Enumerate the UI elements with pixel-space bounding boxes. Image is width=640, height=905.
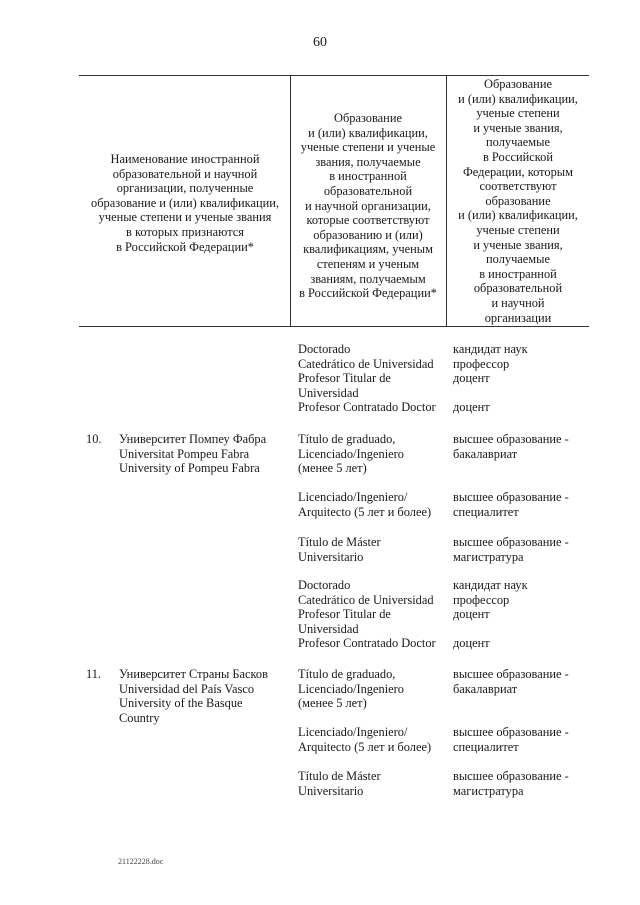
russian-equivalent: высшее образование - магистратура (453, 535, 569, 564)
foreign-degree: Título de Máster Universitario (298, 769, 381, 798)
continued-equivalents: кандидат наук профессор доцент доцент (453, 342, 528, 415)
russian-equivalent: высшее образование - бакалавриат (453, 667, 569, 696)
header-russian-qualification: Образование и (или) квалификации, ученые степени и ученые звания, получаемые в Российской Федерации, которым соответствуют образование и (или) квалификации, ученые степени и ученые звания, получаемые в иностранной образовательной и научной организации (458, 77, 578, 325)
russian-equivalent: высшее образование - бакалавриат (453, 432, 569, 461)
organization-name: Университет Помпеу Фабра Universitat Pompeu Fabra University of Pompeu Fabra (119, 432, 267, 476)
foreign-degree: Título de Máster Universitario (298, 535, 381, 564)
foreign-degree: Título de graduado, Licenciado/Ingeniero (менее 5 лет) (298, 432, 404, 476)
foreign-degree: Título de graduado, Licenciado/Ingeniero (менее 5 лет) (298, 667, 404, 711)
foreign-degree: Doctorado Catedrático de Universidad Profesor Titular de Universidad Profesor Contratado Doctor (298, 578, 436, 651)
header-divider-1 (290, 75, 291, 326)
page-number: 60 (313, 35, 327, 50)
continued-degrees: Doctorado Catedrático de Universidad Profesor Titular de Universidad Profesor Contratado Doctor (298, 342, 436, 415)
foreign-degree: Licenciado/Ingeniero/ Arquitecto (5 лет и более) (298, 725, 432, 754)
header-bottom-rule (79, 326, 589, 327)
russian-equivalent: высшее образование - специалитет (453, 725, 569, 754)
header-divider-2 (446, 75, 447, 326)
entry-number: 11. (86, 667, 102, 681)
entry-number: 10. (86, 432, 102, 446)
footer-file-stamp: 21122228.doc (118, 857, 164, 866)
russian-equivalent: высшее образование - специалитет (453, 490, 569, 519)
header-foreign-qualification: Образование и (или) квалификации, ученые степени и ученые звания, получаемые в иностранной образовательной и научной организации, которые соответствуют образованию и (или) квалификациям, ученым степеням и ученым званиям, получаемым в Российской Федерации* (299, 111, 437, 301)
organization-name: Университет Страны Басков Universidad del País Vasco University of the Basque Country (119, 667, 268, 725)
russian-equivalent: высшее образование - магистратура (453, 769, 569, 798)
russian-equivalent: кандидат наук профессор доцент доцент (453, 578, 528, 651)
header-top-rule (79, 75, 589, 76)
foreign-degree: Licenciado/Ingeniero/ Arquitecto (5 лет и более) (298, 490, 432, 519)
header-organization: Наименование иностранной образовательной и научной организации, полученные образование и (или) квалификации, ученые степени и ученые звания в которых признаются в Российской Федерации* (91, 152, 279, 254)
